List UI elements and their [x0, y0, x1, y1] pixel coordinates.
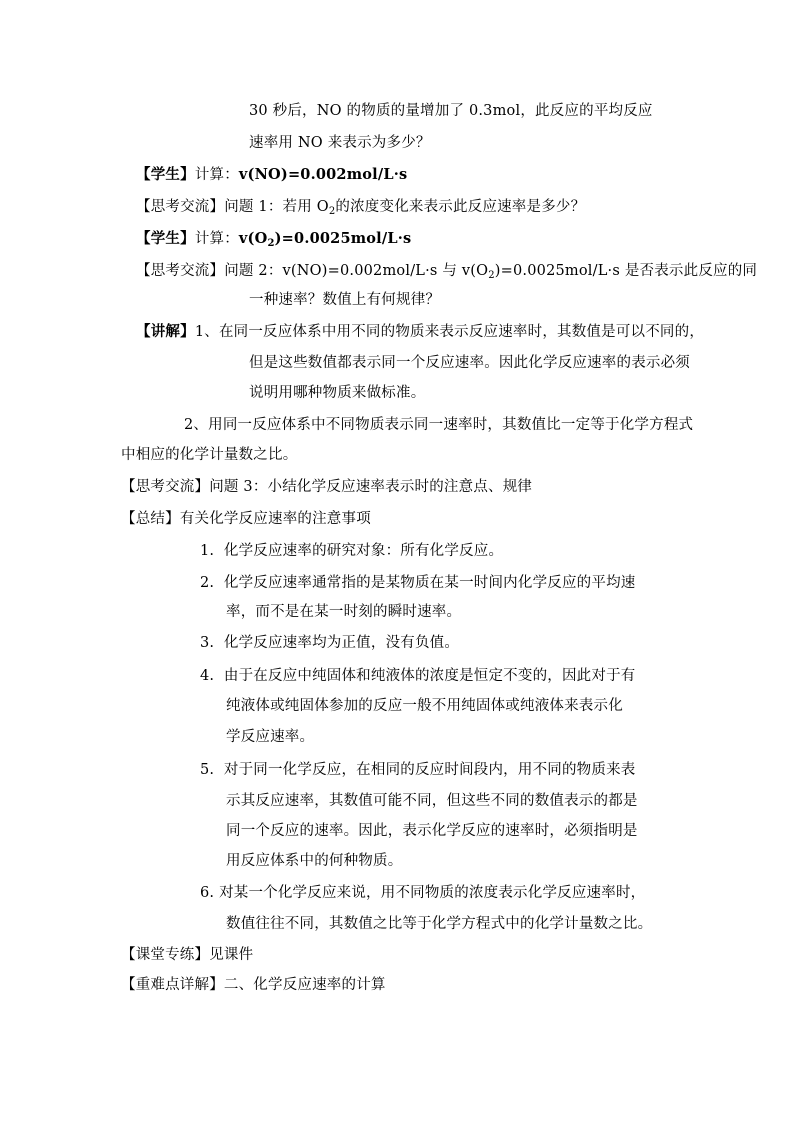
keypoint-tag: 【重难点详解】 — [121, 977, 224, 993]
keypoint-line: 【重难点详解】二、化学反应速率的计算 — [121, 977, 386, 993]
list-item-5-cont-3: 用反应体系中的何种物质。 — [226, 853, 403, 869]
list-number: 1. — [200, 543, 215, 559]
explain-p2-line-1: 2、用同一反应体系中不同物质表示同一速率时，其数值比一定等于化学方程式 — [184, 417, 694, 433]
calc-label: 计算： — [194, 231, 239, 247]
list-item-1: 1. 化学反应速率的研究对象：所有化学反应。 — [200, 543, 504, 559]
practice-tag: 【课堂专练】 — [121, 947, 210, 963]
student-tag: 【学生】 — [136, 166, 195, 183]
practice-line: 【课堂专练】见课件 — [121, 947, 254, 963]
think-question-3: 【思考交流】问题 3：小结化学反应速率表示时的注意点、规律 — [121, 479, 533, 495]
list-item-5: 5. 对于同一化学反应，在相同的反应时间段内，用不同的物质来表 — [200, 762, 636, 778]
list-item-2: 2. 化学反应速率通常指的是某物质在某一时间内化学反应的平均速 — [200, 575, 636, 591]
think-tag: 【思考交流】 — [121, 479, 210, 495]
explain-line-3: 说明用哪种物质来做标准。 — [249, 385, 426, 401]
explain-tag: 【讲解】 — [136, 323, 195, 340]
list-item-3: 3. 化学反应速率均为正值，没有负值。 — [200, 635, 460, 651]
think-tag: 【思考交流】 — [136, 263, 225, 279]
list-number: 3. — [200, 635, 215, 651]
list-item-4-cont-2: 学反应速率。 — [226, 729, 315, 745]
think-question-2: 【思考交流】问题 2：v(NO)=0.002mol/L·s 与 $v(O_2)=0.0025mol/L\cdot s$ 是否表示此反应的同 — [136, 263, 758, 281]
formula-no: v(NO)=0.002mol/L·s — [238, 166, 408, 183]
list-item-5-cont-1: 示其反应速率，其数值可能不同，但这些不同的数值表示的都是 — [226, 793, 638, 809]
summary-heading: 【总结】有关化学反应速率的注意事项 — [121, 511, 371, 527]
intro-line-1: 30 秒后，NO 的物质的量增加了 0.3mol，此反应的平均反应 — [249, 103, 653, 119]
student-answer-2 — [136, 229, 411, 249]
think-tag: 【思考交流】 — [136, 199, 225, 215]
explain-line-2: 但是这些数值都表示同一个反应速率。因此化学反应速率的表示必须 — [249, 355, 690, 371]
calc-label: 计算： — [194, 167, 239, 183]
student-answer-1 — [136, 165, 407, 185]
think-question-1: 【思考交流】问题 1：若用 $O_2$的浓度变化来表示此反应速率是多少？ — [136, 199, 586, 217]
list-item-4-cont-1: 纯液体或纯固体参加的反应一般不用纯固体或纯液体来表示化 — [226, 698, 623, 714]
list-number: 2. — [200, 575, 215, 591]
list-item-5-cont-2: 同一个反应的速率。因此，表示化学反应的速率时，必须指明是 — [226, 823, 638, 839]
list-item-2-cont: 率，而不是在某一时刻的瞬时速率。 — [226, 604, 462, 620]
explain-line-1: 【讲解】1、在同一反应体系中用不同的物质来表示反应速率时，其数值是可以不同的， — [136, 323, 705, 340]
list-number: 5. — [200, 762, 215, 778]
list-item-6: 6. 对某一个化学反应来说，用不同物质的浓度表示化学反应速率时， — [200, 885, 646, 901]
formula-o2: $v(O_2)=0.0025mol/L\cdot s$ — [238, 230, 412, 249]
intro-line-2: 速率用 NO 来表示为多少？ — [249, 135, 431, 151]
list-number: 4. — [200, 668, 215, 684]
list-item-6-cont: 数值往往不同，其数值之比等于化学方程式中的化学计量数之比。 — [226, 916, 653, 932]
think-question-2-line-2: 一种速率？数值上有何规律？ — [249, 292, 441, 308]
list-item-4: 4. 由于在反应中纯固体和纯液体的浓度是恒定不变的，因此对于有 — [200, 668, 636, 684]
summary-tag: 【总结】 — [121, 511, 180, 527]
student-tag: 【学生】 — [136, 230, 195, 247]
explain-p2-line-2: 中相应的化学计量数之比。 — [121, 447, 298, 463]
list-number: 6. — [200, 885, 215, 901]
